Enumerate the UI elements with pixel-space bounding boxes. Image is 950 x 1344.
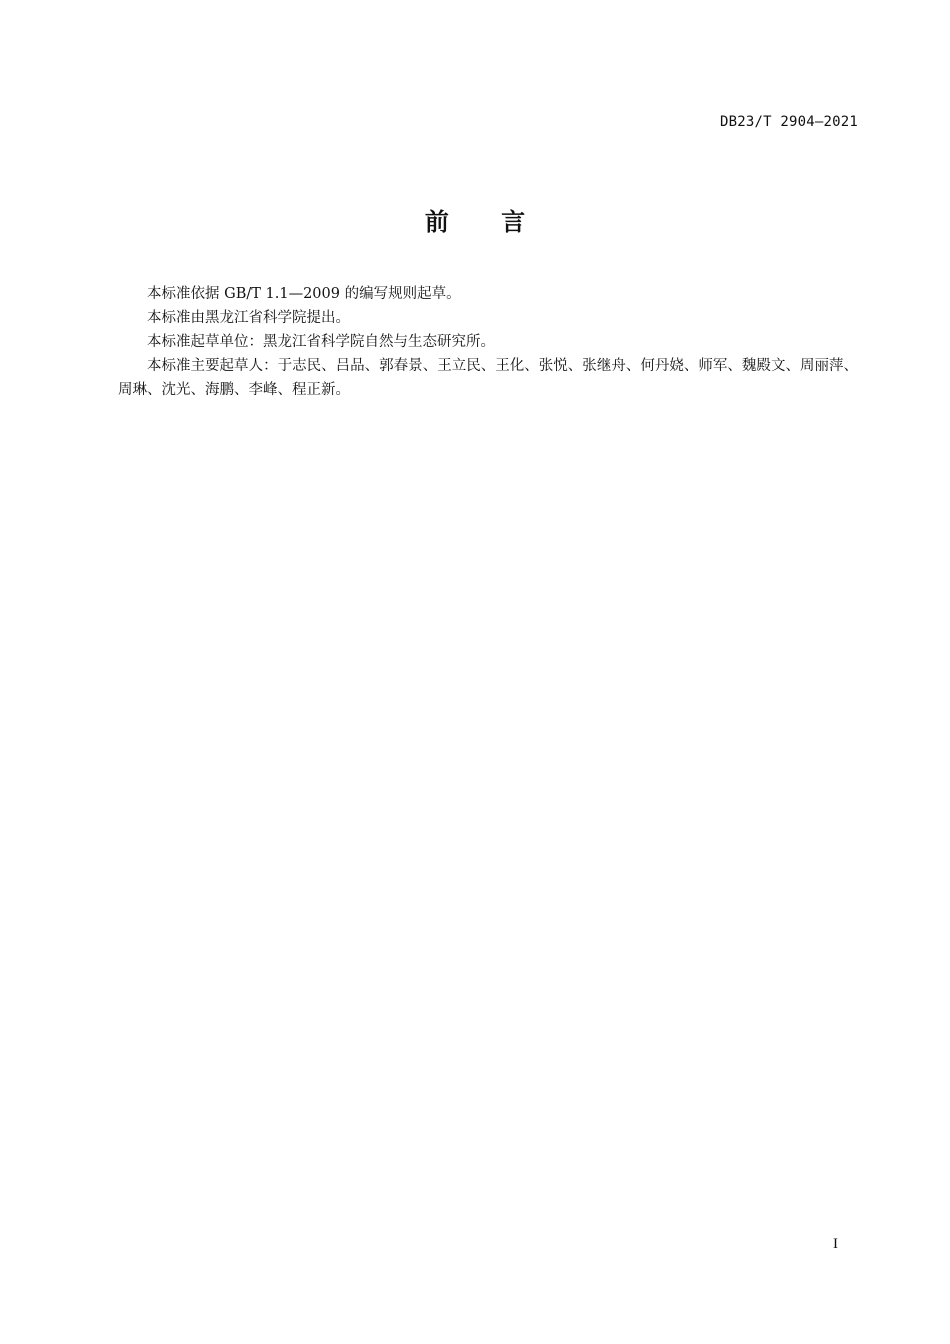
paragraph-drafting-rules: 本标准依据 GB/T 1.1—2009 的编写规则起草。 — [147, 286, 461, 302]
page-number: I — [833, 1236, 838, 1252]
paragraph-drafters: 本标准主要起草人：于志民、吕品、郭春景、王立民、王化、张悦、张继舟、何丹娆、师军、魏殿文、周丽萍、周琳、沈光、海鹏、李峰、程正新。 — [118, 358, 858, 398]
foreword-content — [118, 282, 858, 402]
document-code: DB23/T 2904—2021 — [719, 114, 858, 130]
title-char-2: 言 — [501, 208, 526, 236]
paragraph-drafting-unit: 本标准起草单位：黑龙江省科学院自然与生态研究所。 — [147, 334, 495, 350]
paragraph-proposer: 本标准由黑龙江省科学院提出。 — [147, 310, 350, 326]
page-title — [0, 202, 950, 237]
title-char-1: 前 — [424, 208, 449, 236]
